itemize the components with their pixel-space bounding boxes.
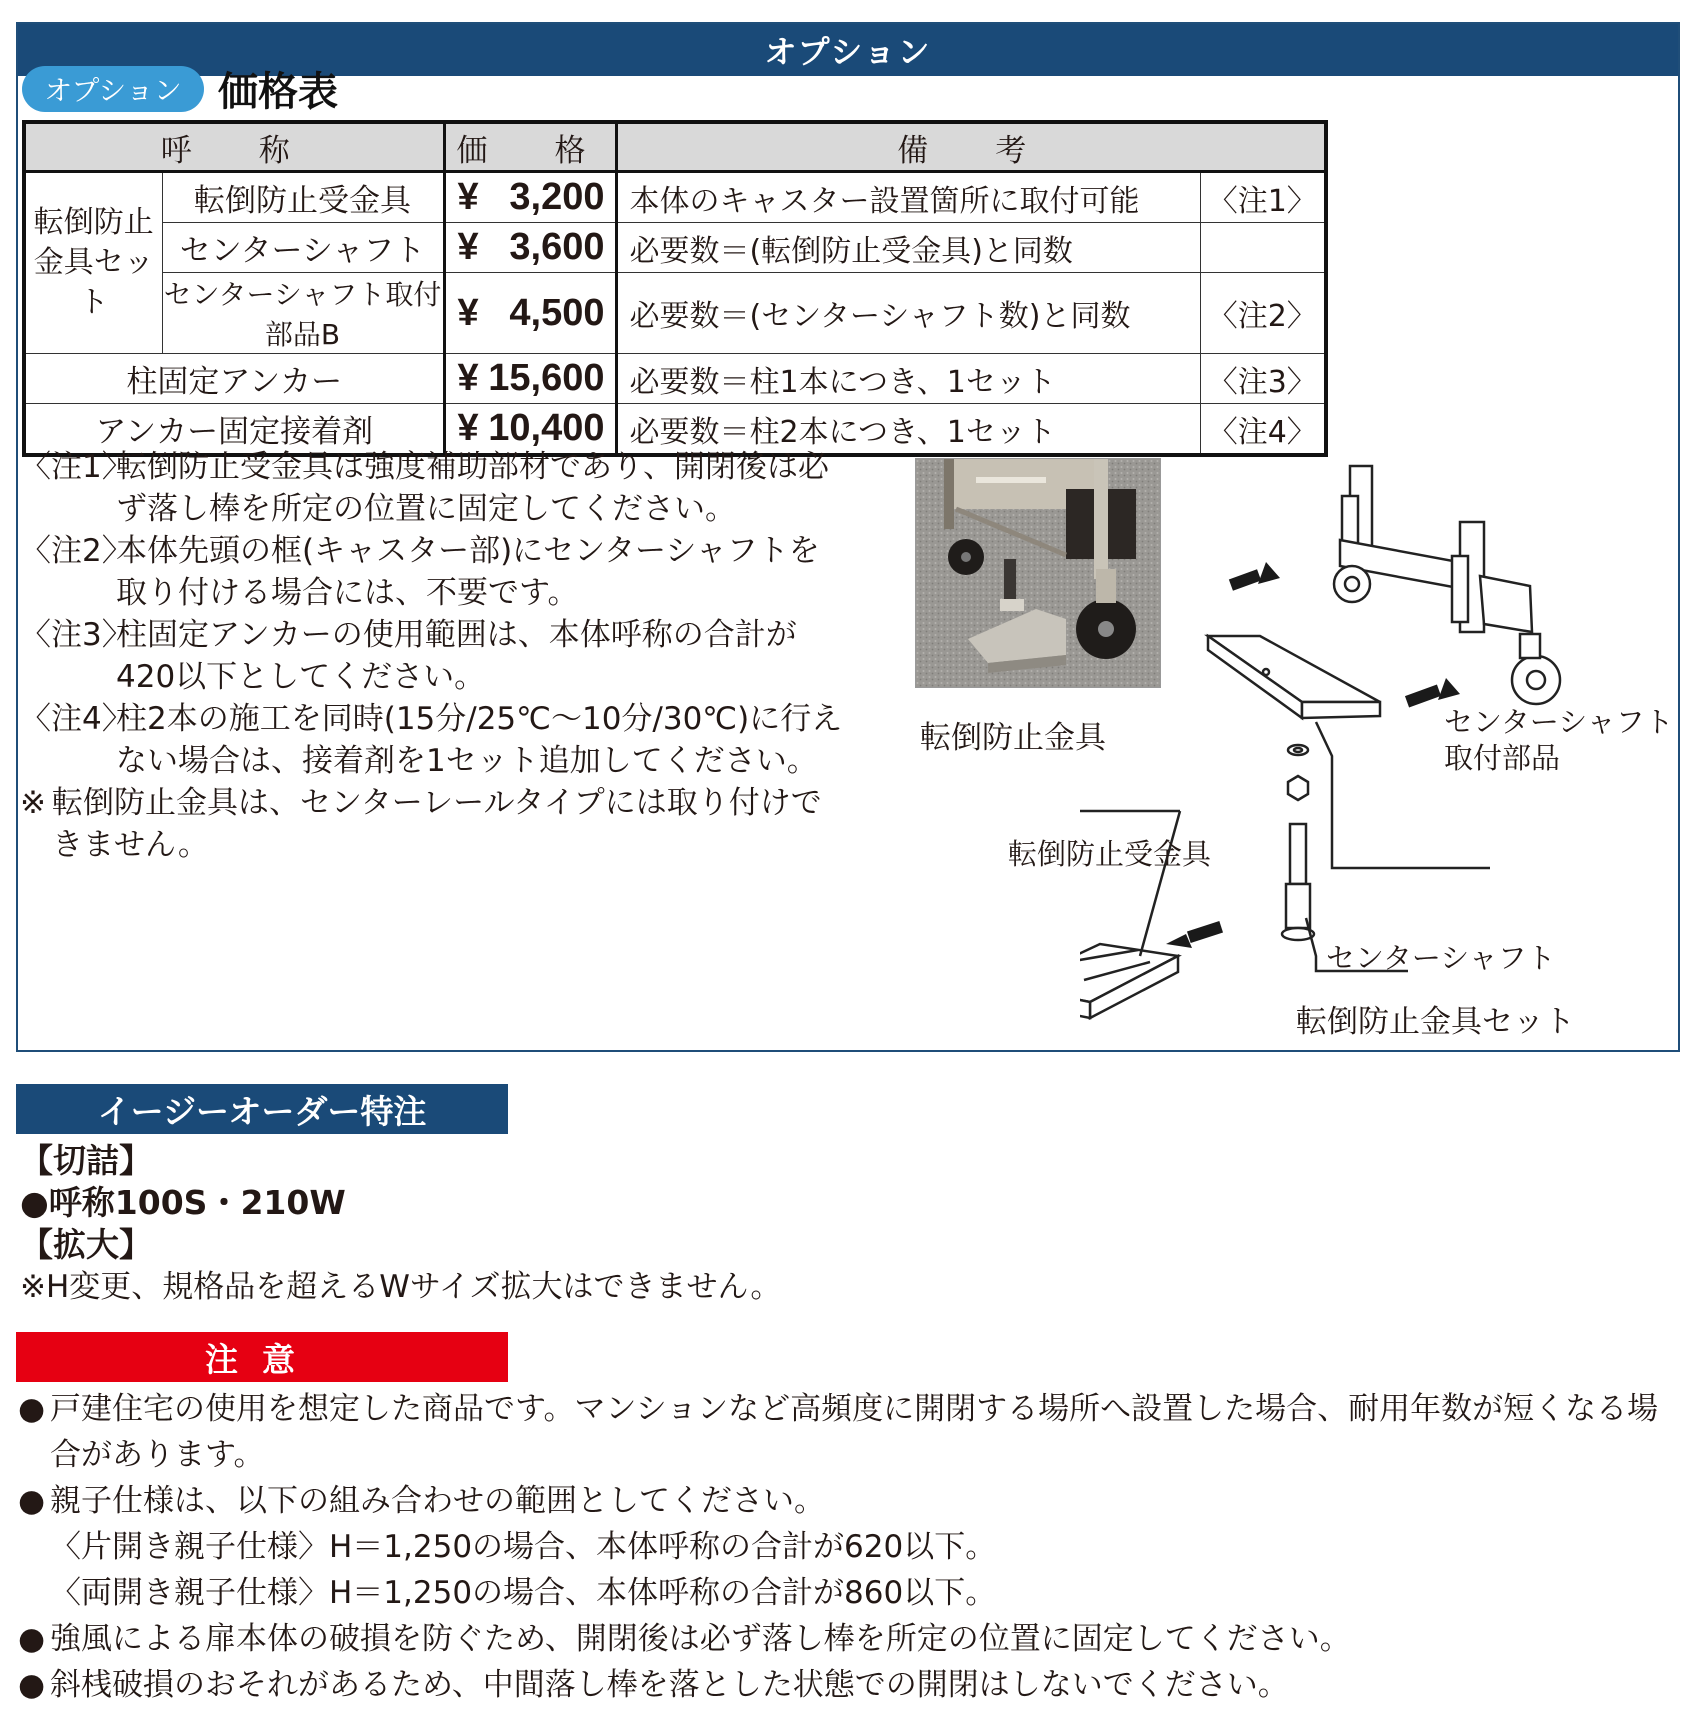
note-item bbox=[20, 698, 850, 782]
item-price: ¥ 10,400 bbox=[444, 404, 616, 456]
item-name: 柱固定アンカー bbox=[24, 354, 444, 404]
item-name: センターシャフト bbox=[162, 223, 444, 273]
header-remarks: 備 考 bbox=[616, 122, 1326, 172]
cut-item: ●呼称100S・210W bbox=[20, 1183, 346, 1222]
notes-list bbox=[20, 446, 850, 866]
label-set: 転倒防止金具セット bbox=[1296, 1004, 1575, 1040]
header-name: 呼 称 bbox=[24, 122, 444, 172]
photo-caption: 転倒防止金具 bbox=[920, 720, 1106, 756]
caution-list bbox=[18, 1386, 1682, 1708]
item-remark: 必要数＝(転倒防止受金具)と同数 bbox=[616, 223, 1200, 273]
table-row bbox=[24, 354, 1326, 404]
item-name: アンカー固定接着剤 bbox=[24, 404, 444, 456]
item-remark: 必要数＝(センターシャフト数)と同数 bbox=[616, 273, 1200, 354]
table-row bbox=[24, 223, 1326, 273]
caution-item: ● 戸建住宅の使用を想定した商品です。マンションなど高頻度に開閉する場所へ設置した場合、耐用年数が短くなる場合があります。 bbox=[18, 1391, 1659, 1473]
note-label: 〈注2〉 bbox=[20, 533, 133, 569]
caution-sub-item: 〈片開き親子仕様〉H＝1,250の場合、本体呼称の合計が620以下。 bbox=[50, 1529, 997, 1565]
table-row bbox=[24, 172, 1326, 223]
item-note bbox=[1200, 223, 1326, 273]
note-text: 柱固定アンカーの使用範囲は、本体呼称の合計が420以下としてください。 bbox=[116, 617, 797, 695]
item-price: ¥ 15,600 bbox=[444, 354, 616, 404]
group-label: 転倒防止 金具セット bbox=[24, 172, 162, 354]
note-text: 柱2本の施工を同時(15分/25℃〜10分/30℃)に行えない場合は、接着剤を1セット追加してください。 bbox=[116, 701, 843, 779]
note-text: 本体先頭の框(キャスター部)にセンターシャフトを取り付ける場合には、不要です。 bbox=[116, 533, 820, 611]
expand-note: ※H変更、規格品を超えるWサイズ拡大はできません。 bbox=[20, 1269, 782, 1305]
item-note: 〈注2〉 bbox=[1200, 273, 1326, 354]
caution-title: 注意 bbox=[16, 1332, 508, 1382]
caution-item: ● 親子仕様は、以下の組み合わせの範囲としてください。 bbox=[18, 1483, 825, 1519]
option-badge: オプション bbox=[22, 66, 204, 112]
assembly-diagram bbox=[1008, 456, 1674, 1046]
item-name: センターシャフト取付部品B bbox=[162, 273, 444, 354]
note-extra bbox=[20, 782, 850, 866]
note-text: 転倒防止受金具は強度補助部材であり、開閉後は必ず落し棒を所定の位置に固定してください。 bbox=[116, 449, 829, 527]
price-table-title: 価格表 bbox=[218, 69, 338, 115]
cut-heading: 【切詰】 bbox=[20, 1141, 152, 1180]
note-item bbox=[20, 614, 850, 698]
note-mark: ※ bbox=[20, 785, 46, 821]
note-item bbox=[20, 530, 850, 614]
caution-item: ● 斜桟破損のおそれがあるため、中間落し棒を落とした状態での開閉はしないでください。 bbox=[18, 1667, 1289, 1703]
item-price: ¥ 3,600 bbox=[444, 223, 616, 273]
item-remark: 必要数＝柱2本につき、1セット bbox=[616, 404, 1200, 456]
table-row bbox=[24, 273, 1326, 354]
easy-order-title: イージーオーダー特注 bbox=[16, 1084, 508, 1134]
item-note: 〈注4〉 bbox=[1200, 404, 1326, 456]
easy-order-body bbox=[20, 1140, 781, 1308]
item-price: ¥ 4,500 bbox=[444, 273, 616, 354]
header-price: 価 格 bbox=[444, 122, 616, 172]
label-shaft: センターシャフト bbox=[1326, 941, 1556, 975]
item-remark: 必要数＝柱1本につき、1セット bbox=[616, 354, 1200, 404]
label-shaft-part: センターシャフト 取付部品 bbox=[1444, 705, 1674, 775]
item-remark: 本体のキャスター設置箇所に取付可能 bbox=[616, 172, 1200, 223]
table-header-row bbox=[24, 122, 1326, 172]
panel-header: オプション bbox=[18, 24, 1678, 76]
price-table bbox=[22, 120, 1328, 457]
note-item bbox=[20, 446, 850, 530]
item-note: 〈注1〉 bbox=[1200, 172, 1326, 223]
note-label: 〈注1〉 bbox=[20, 449, 133, 485]
note-label: 〈注3〉 bbox=[20, 617, 133, 653]
item-name: 転倒防止受金具 bbox=[162, 172, 444, 223]
item-price: ¥ 3,200 bbox=[444, 172, 616, 223]
label-receiver: 転倒防止受金具 bbox=[1008, 837, 1212, 871]
expand-heading: 【拡大】 bbox=[20, 1225, 152, 1264]
note-extra-text: 転倒防止金具は、センターレールタイプには取り付けできません。 bbox=[52, 785, 822, 863]
caution-item: ● 強風による扉本体の破損を防ぐため、開閉後は必ず落し棒を所定の位置に固定してください。 bbox=[18, 1621, 1351, 1657]
note-label: 〈注4〉 bbox=[20, 701, 133, 737]
item-note: 〈注3〉 bbox=[1200, 354, 1326, 404]
caution-sub-item: 〈両開き親子仕様〉H＝1,250の場合、本体呼称の合計が860以下。 bbox=[50, 1575, 997, 1611]
